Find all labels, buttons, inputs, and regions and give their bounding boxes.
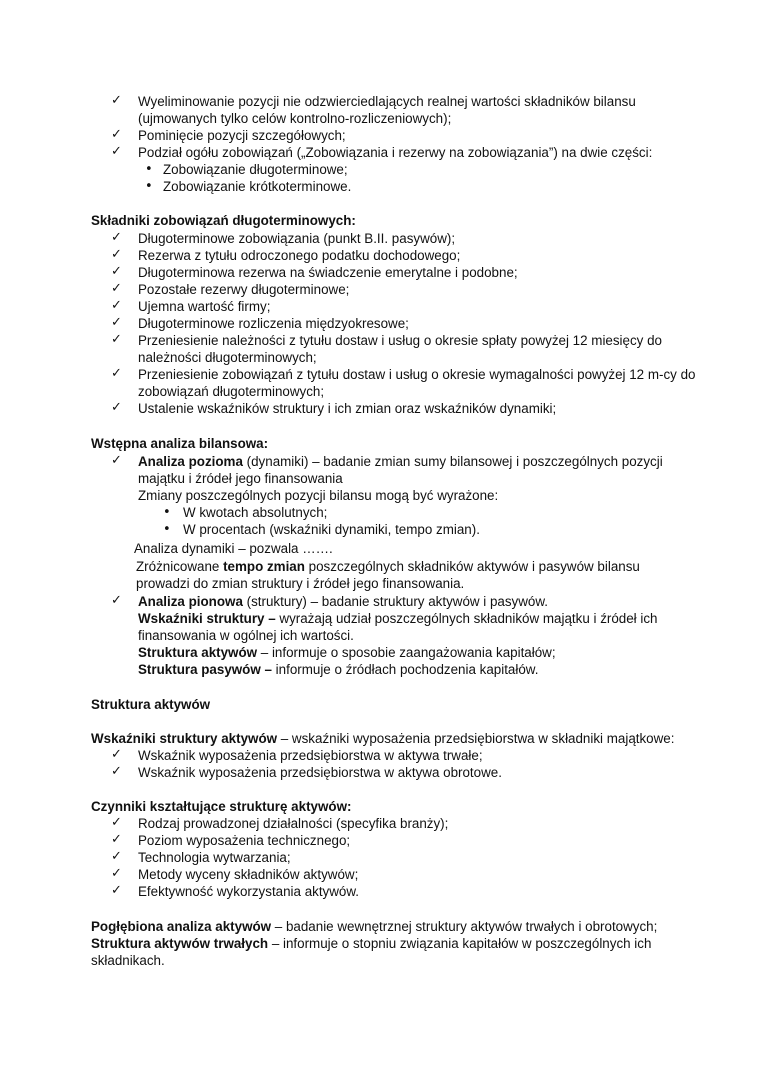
list-item: Długoterminowa rezerwa na świadczenie emerytalne i podobne;: [138, 265, 518, 280]
list-item: Rodzaj prowadzonej działalności (specyfika branży);: [138, 816, 449, 831]
bullet-icon: •: [163, 505, 171, 520]
paragraph: Wskaźniki struktury – wyrażają udział poszczególnych składników majątku i źródeł ich: [138, 611, 658, 626]
list-item: Metody wyceny składników aktywów;: [138, 867, 359, 882]
list-item: Ustalenie wskaźników struktury i ich zmian oraz wskaźników dynamiki;: [138, 401, 557, 416]
list-item-continuation: majątku i źródeł jego finansowania: [138, 471, 343, 486]
paragraph: Struktura aktywów – informuje o sposobie zaangażowania kapitałów;: [138, 645, 556, 660]
list-item: Długoterminowe rozliczenia międzyokresowe;: [138, 316, 409, 331]
section-heading: Wstępna analiza bilansowa:: [91, 436, 269, 451]
check-icon: ✓: [111, 315, 122, 330]
check-icon: ✓: [111, 815, 122, 830]
bullet-icon: •: [163, 522, 171, 537]
check-icon: ✓: [111, 298, 122, 313]
check-icon: ✓: [111, 400, 122, 415]
list-item: Analiza pozioma (dynamiki) – badanie zmian sumy bilansowej i poszczególnych pozycji: [138, 454, 663, 469]
list-item: Przeniesienie zobowiązań z tytułu dostaw i usług o okresie wymagalności powyżej 12 m-cy do: [138, 367, 696, 382]
bullet-icon: •: [145, 162, 153, 177]
list-item: Wyeliminowanie pozycji nie odzwierciedlających realnej wartości składników bilansu: [138, 94, 636, 109]
list-item: Analiza pionowa (struktury) – badanie struktury aktywów i pasywów.: [138, 594, 549, 609]
sub-list-item: W procentach (wskaźniki dynamiki, tempo zmian).: [183, 522, 480, 537]
list-item: Poziom wyposażenia technicznego;: [138, 833, 351, 848]
list-item: Przeniesienie należności z tytułu dostaw i usług o okresie spłaty powyżej 12 miesięcy do: [138, 333, 662, 348]
check-icon: ✓: [111, 764, 122, 779]
sub-list-item: W kwotach absolutnych;: [183, 505, 328, 520]
list-item: Pominięcie pozycji szczegółowych;: [138, 128, 346, 143]
check-icon: ✓: [111, 832, 122, 847]
list-item-continuation: (ujmowanych tylko celów kontrolno-rozliczeniowych);: [138, 111, 452, 126]
check-icon: ✓: [111, 593, 122, 608]
check-icon: ✓: [111, 93, 122, 108]
list-item-continuation: należności długoterminowych;: [138, 350, 317, 365]
check-icon: ✓: [111, 127, 122, 142]
list-item-continuation: zobowiązań długoterminowych;: [138, 384, 325, 399]
check-icon: ✓: [111, 247, 122, 262]
paragraph-continuation: finansowania w ogólnej ich wartości.: [138, 628, 354, 643]
paragraph-continuation: prowadzi do zmian struktury i źródeł jego finansowania.: [136, 576, 465, 591]
paragraph: Zmiany poszczególnych pozycji bilansu mogą być wyrażone:: [138, 488, 499, 503]
check-icon: ✓: [111, 849, 122, 864]
check-icon: ✓: [111, 332, 122, 347]
paragraph: Pogłębiona analiza aktywów – badanie wewnętrznej struktury aktywów trwałych i obrotowych;: [91, 919, 658, 934]
list-item: Podział ogółu zobowiązań („Zobowiązania i rezerwy na zobowiązania”) na dwie części:: [138, 145, 653, 160]
check-icon: ✓: [111, 866, 122, 881]
section-heading: Czynniki kształtujące strukturę aktywów:: [91, 799, 352, 814]
check-icon: ✓: [111, 264, 122, 279]
section-heading: Składniki zobowiązań długoterminowych:: [91, 213, 356, 228]
list-item: Długoterminowe zobowiązania (punkt B.II. pasywów);: [138, 231, 456, 246]
bullet-icon: •: [145, 179, 153, 194]
paragraph: Wskaźniki struktury aktywów – wskaźniki wyposażenia przedsiębiorstwa w składniki majątkowe:: [91, 731, 675, 746]
check-icon: ✓: [111, 453, 122, 468]
paragraph: Struktura pasywów – informuje o źródłach pochodzenia kapitałów.: [138, 662, 539, 677]
check-icon: ✓: [111, 883, 122, 898]
sub-list-item: Zobowiązanie krótkoterminowe.: [163, 179, 352, 194]
sub-list-item: Zobowiązanie długoterminowe;: [163, 162, 348, 177]
check-icon: ✓: [111, 230, 122, 245]
list-item: Pozostałe rezerwy długoterminowe;: [138, 282, 350, 297]
list-item: Technologia wytwarzania;: [138, 850, 291, 865]
check-icon: ✓: [111, 366, 122, 381]
section-heading: Struktura aktywów: [91, 697, 211, 712]
list-item: Wskaźnik wyposażenia przedsiębiorstwa w aktywa obrotowe.: [138, 765, 502, 780]
paragraph: Struktura aktywów trwałych – informuje o stopniu związania kapitałów w poszczególnych ich: [91, 936, 652, 951]
paragraph: Zróżnicowane tempo zmian poszczególnych składników aktywów i pasywów bilansu: [136, 559, 640, 574]
list-item: Wskaźnik wyposażenia przedsiębiorstwa w aktywa trwałe;: [138, 748, 483, 763]
paragraph-continuation: składnikach.: [91, 953, 165, 968]
check-icon: ✓: [111, 281, 122, 296]
paragraph: Analiza dynamiki – pozwala …….: [134, 541, 333, 556]
list-item: Ujemna wartość firmy;: [138, 299, 271, 314]
list-item: Rezerwa z tytułu odroczonego podatku dochodowego;: [138, 248, 461, 263]
list-item: Efektywność wykorzystania aktywów.: [138, 884, 360, 899]
check-icon: ✓: [111, 144, 122, 159]
check-icon: ✓: [111, 747, 122, 762]
